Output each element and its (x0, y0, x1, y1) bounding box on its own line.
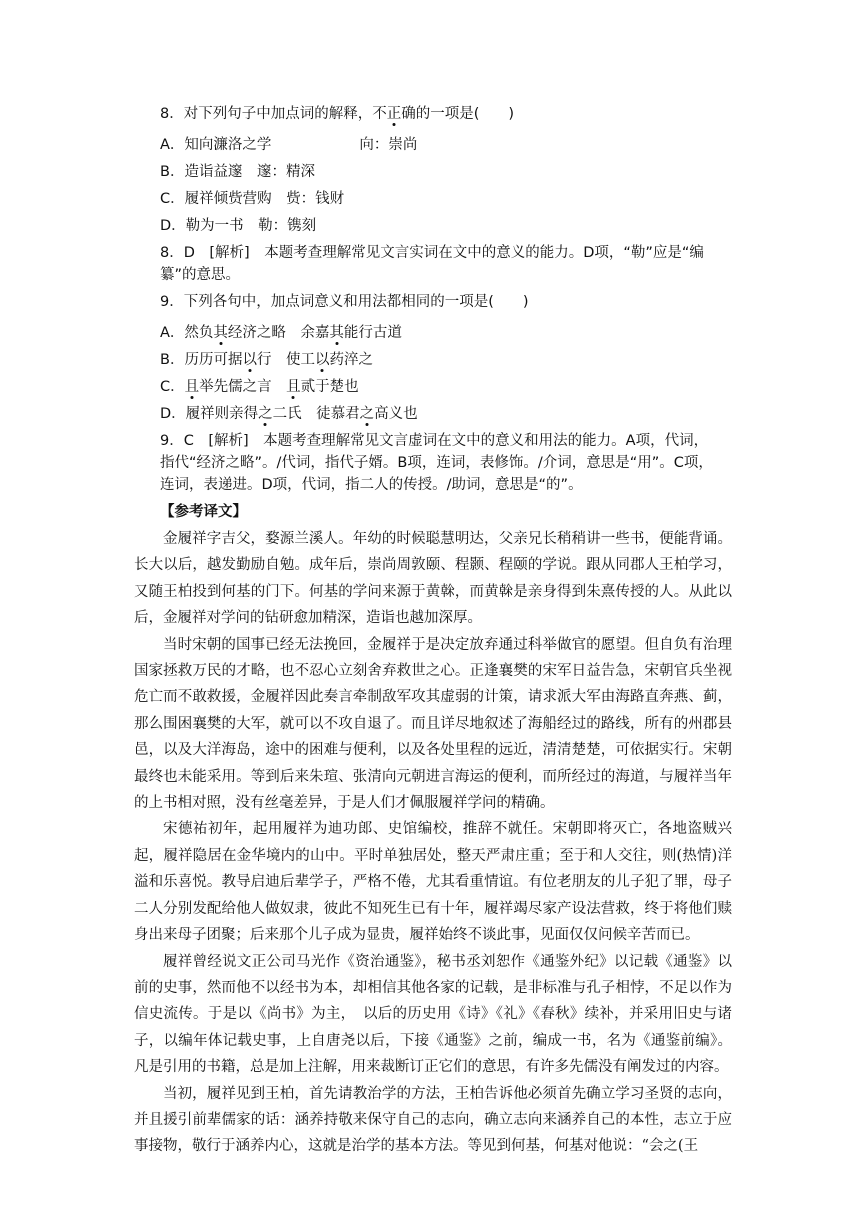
translation-paragraph: 当时宋朝的国事已经无法挽回，金履祥于是决定放弃通过科举做官的愿望。但自负有治理国家拯救万民的才略，也不忍心立刻舍弃救世之心。正逢襄樊的宋军日益告急，宋朝官兵坐视危亡而不敢救援，金履祥因此奏言牵制敌军攻其虚弱的计策，请求派大军由海路直奔燕、蓟，那么围困襄樊的大军，就可以不攻自退了。而且详尽地叙述了海船经过的路线，所有的州郡县邑，以及大洋海岛，途中的困难与便利，以及各处里程的远近，清清楚楚，可依据实行。宋朝最终也未能采用。等到后来朱瑄、张清向元朝进言海运的便利，而所经过的海道，与履祥当年的上书相对照，没有丝毫差异，于是人们才佩服履祥学问的精确。 (134, 636, 732, 812)
question-8-stem: 8．对下列句子中加点词的解释，不正确的一项是( ) (160, 106, 515, 122)
question-8-option-b: B．造诣益邃 邃：精深 (160, 164, 315, 180)
question-8-option-a: A．知向濂洛之学 向：崇尚 (160, 137, 418, 153)
question-8-option-c: C．履祥倾赀营购 赀：钱财 (160, 191, 345, 207)
question-9-option-a: A．然负其经济之略 余嘉其能行古道 (160, 325, 402, 341)
question-9-stem: 9．下列各句中，加点词意义和用法都相同的一项是( ) (160, 294, 529, 310)
dotted-char: 正 (386, 106, 402, 122)
question-9-answer: 9．C [解析] 本题考查理解常见文言虚词在文中的意义和用法的能力。A项，代词， 指代“经济之略”。/代词，指代子婿。B项，连词，表修饰。/介词，意思是“用”。C项， 连词，表递进。D项，代词，指二人的传授。/助词，意思是“的”。 (160, 433, 713, 493)
translation-paragraph: 当初，履祥见到王柏，首先请教治学的方法，王柏告诉他必须首先确立学习圣贤的志向，并且援引前辈儒家的话：涵养持敬来保守自己的志向，确立志向来涵养自己的本性，志立于应事接物，敬行于涵养内心，这就是治学的基本方法。等见到何基，何基对他说：“会之(王 (134, 1085, 732, 1155)
question-9-option-c: C．且举先儒之言 且贰于楚也 (160, 379, 359, 395)
translation-paragraph: 宋德祐初年，起用履祥为迪功郎、史馆编校，推辞不就任。宋朝即将灭亡，各地盗贼兴起，履祥隐居在金华境内的山中。平时单独居处，整天严肃庄重；至于和人交往，则(热情)洋溢和乐喜悦。教导启迪后辈学子，严格不倦，尤其看重情谊。有位老朋友的儿子犯了罪，母子二人分别发配给他人做奴隶，彼此不知死生已有十年，履祥竭尽家产设法营救，终于将他们赎身出来母子团聚；后来那个儿子成为显贵，履祥始终不谈此事，见面仅仅问候辛苦而已。 (134, 821, 732, 944)
translation-paragraph: 履祥曾经说文正公司马光作《资治通鉴》，秘书丞刘恕作《通鉴外纪》以记载《通鉴》以前的史事，然而他不以经书为本，却相信其他各家的记载，是非标准与孔子相悖，不足以作为信史流传。于是以《尚书》为主， 以后的历史用《诗》《礼》《春秋》续补，并采用旧史与诸子，以编年体记载史事，上自唐尧以后，下接《通鉴》之前，编成一书，名为《通鉴前编》。凡是引用的书籍，总是加上注解，用来裁断订正它们的意思，有许多先儒没有阐发过的内容。 (134, 953, 732, 1076)
question-8-option-d: D．勒为一书 勒：镌刻 (160, 218, 317, 234)
translation-paragraph: 金履祥字吉父，婺源兰溪人。年幼的时候聪慧明达，父亲兄长稍稍讲一些书，便能背诵。长大以后，越发勤励自勉。成年后，崇尚周敦颐、程颢、程颐的学说。跟从同郡人王柏学习，又随王柏投到何基的门下。何基的学问来源于黄榦，而黄榦是亲身得到朱熹传授的人。从此以后，金履祥对学问的钻研愈加精深，造诣也越加深厚。 (134, 531, 732, 627)
question-9-option-b: B．历历可据以行 使工以药淬之 (160, 352, 373, 368)
question-8-answer: 8．D [解析] 本题考查理解常见文言实词在文中的意义的能力。D项，“勒”应是“编 纂”的意思。 (160, 245, 704, 283)
question-9-option-d: D．履祥则亲得之二氏 徒慕君之高义也 (160, 406, 418, 422)
translation-heading: 【参考译文】 (160, 504, 247, 520)
